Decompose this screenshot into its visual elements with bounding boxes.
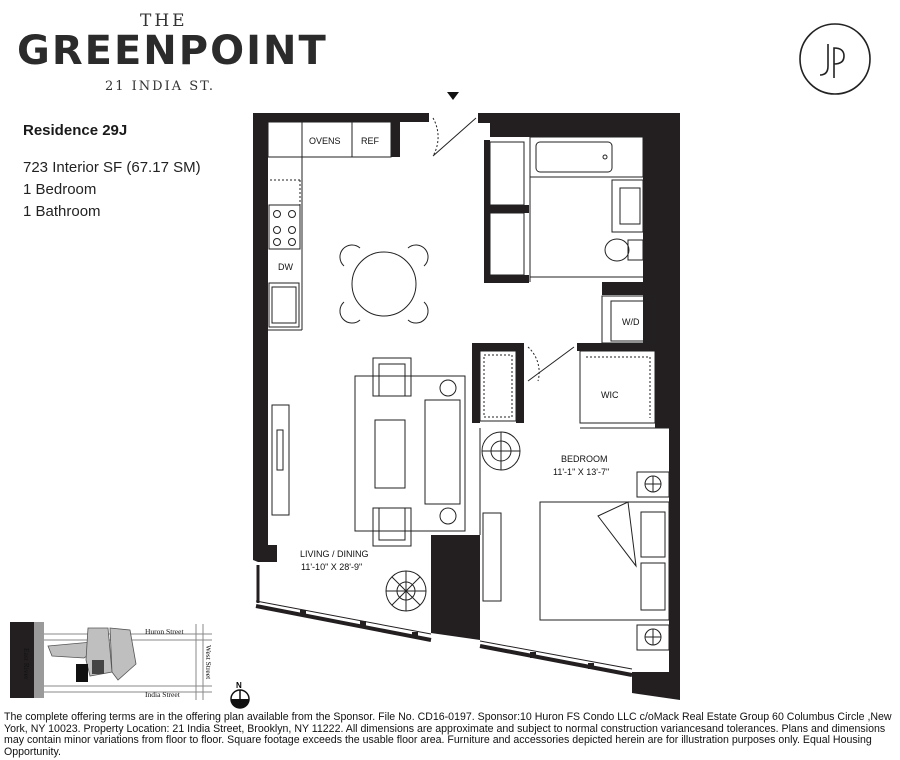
dining-set bbox=[340, 245, 428, 323]
residence-interior: 723 Interior SF (67.17 SM) bbox=[23, 159, 201, 176]
keymap-india: India Street bbox=[145, 690, 180, 699]
bedroom-furniture bbox=[482, 432, 669, 650]
keymap-west: West Street bbox=[204, 645, 213, 680]
living-name: LIVING / DINING bbox=[300, 549, 369, 559]
north-label: N bbox=[236, 681, 242, 690]
floor-plan bbox=[240, 85, 700, 705]
utility bbox=[480, 296, 655, 423]
dw-label: DW bbox=[278, 262, 293, 272]
wic-label: WIC bbox=[601, 390, 619, 400]
residence-title: Residence 29J bbox=[23, 122, 128, 139]
plant-icon bbox=[386, 571, 426, 611]
brand-name: GREENPOINT bbox=[17, 28, 328, 74]
north-arrow-icon bbox=[226, 680, 254, 710]
brand-the: THE bbox=[140, 11, 188, 31]
greenpoint-logo-icon bbox=[798, 22, 872, 96]
ovens-label: OVENS bbox=[309, 136, 341, 146]
entry-door-icon bbox=[447, 92, 459, 100]
key-map bbox=[8, 620, 220, 700]
wd-label: W/D bbox=[622, 317, 640, 327]
kitchen bbox=[268, 122, 391, 330]
keymap-huron: Huron Street bbox=[145, 627, 184, 636]
brand-address: 21 INDIA ST. bbox=[105, 79, 216, 94]
ref-label: REF bbox=[361, 136, 379, 146]
living-furniture bbox=[272, 358, 465, 546]
residence-bathrooms: 1 Bathroom bbox=[23, 203, 101, 220]
bedroom-dims: 11'-1" X 13'-7" bbox=[553, 467, 610, 477]
residence-bedrooms: 1 Bedroom bbox=[23, 181, 97, 198]
plan-walls bbox=[253, 113, 680, 700]
keymap-east-river: East River bbox=[22, 648, 31, 680]
bedroom-name: BEDROOM bbox=[561, 454, 608, 464]
disclaimer: The complete offering terms are in the offering plan available from the Sponsor. File No. CD16-0197. Sponsor:10 Huron FS Condo LLC c/oMack Real Estate Group 60 Columbus Circle ,New York, NY 10023. Property Location: 21 India Street, Brooklyn, NY 11222. All dimensions are approximate and subject to normal construction variancesand tolerances. Plans and dimensions may contain minor variations from floor to floor. Square footage exceeds the usable floor area. Furniture and accessories depicted herein are for illustration purposes only. Equal Housing Opportunity. bbox=[4, 711, 892, 758]
living-dims: 11'-10" X 28'-9" bbox=[301, 562, 363, 572]
